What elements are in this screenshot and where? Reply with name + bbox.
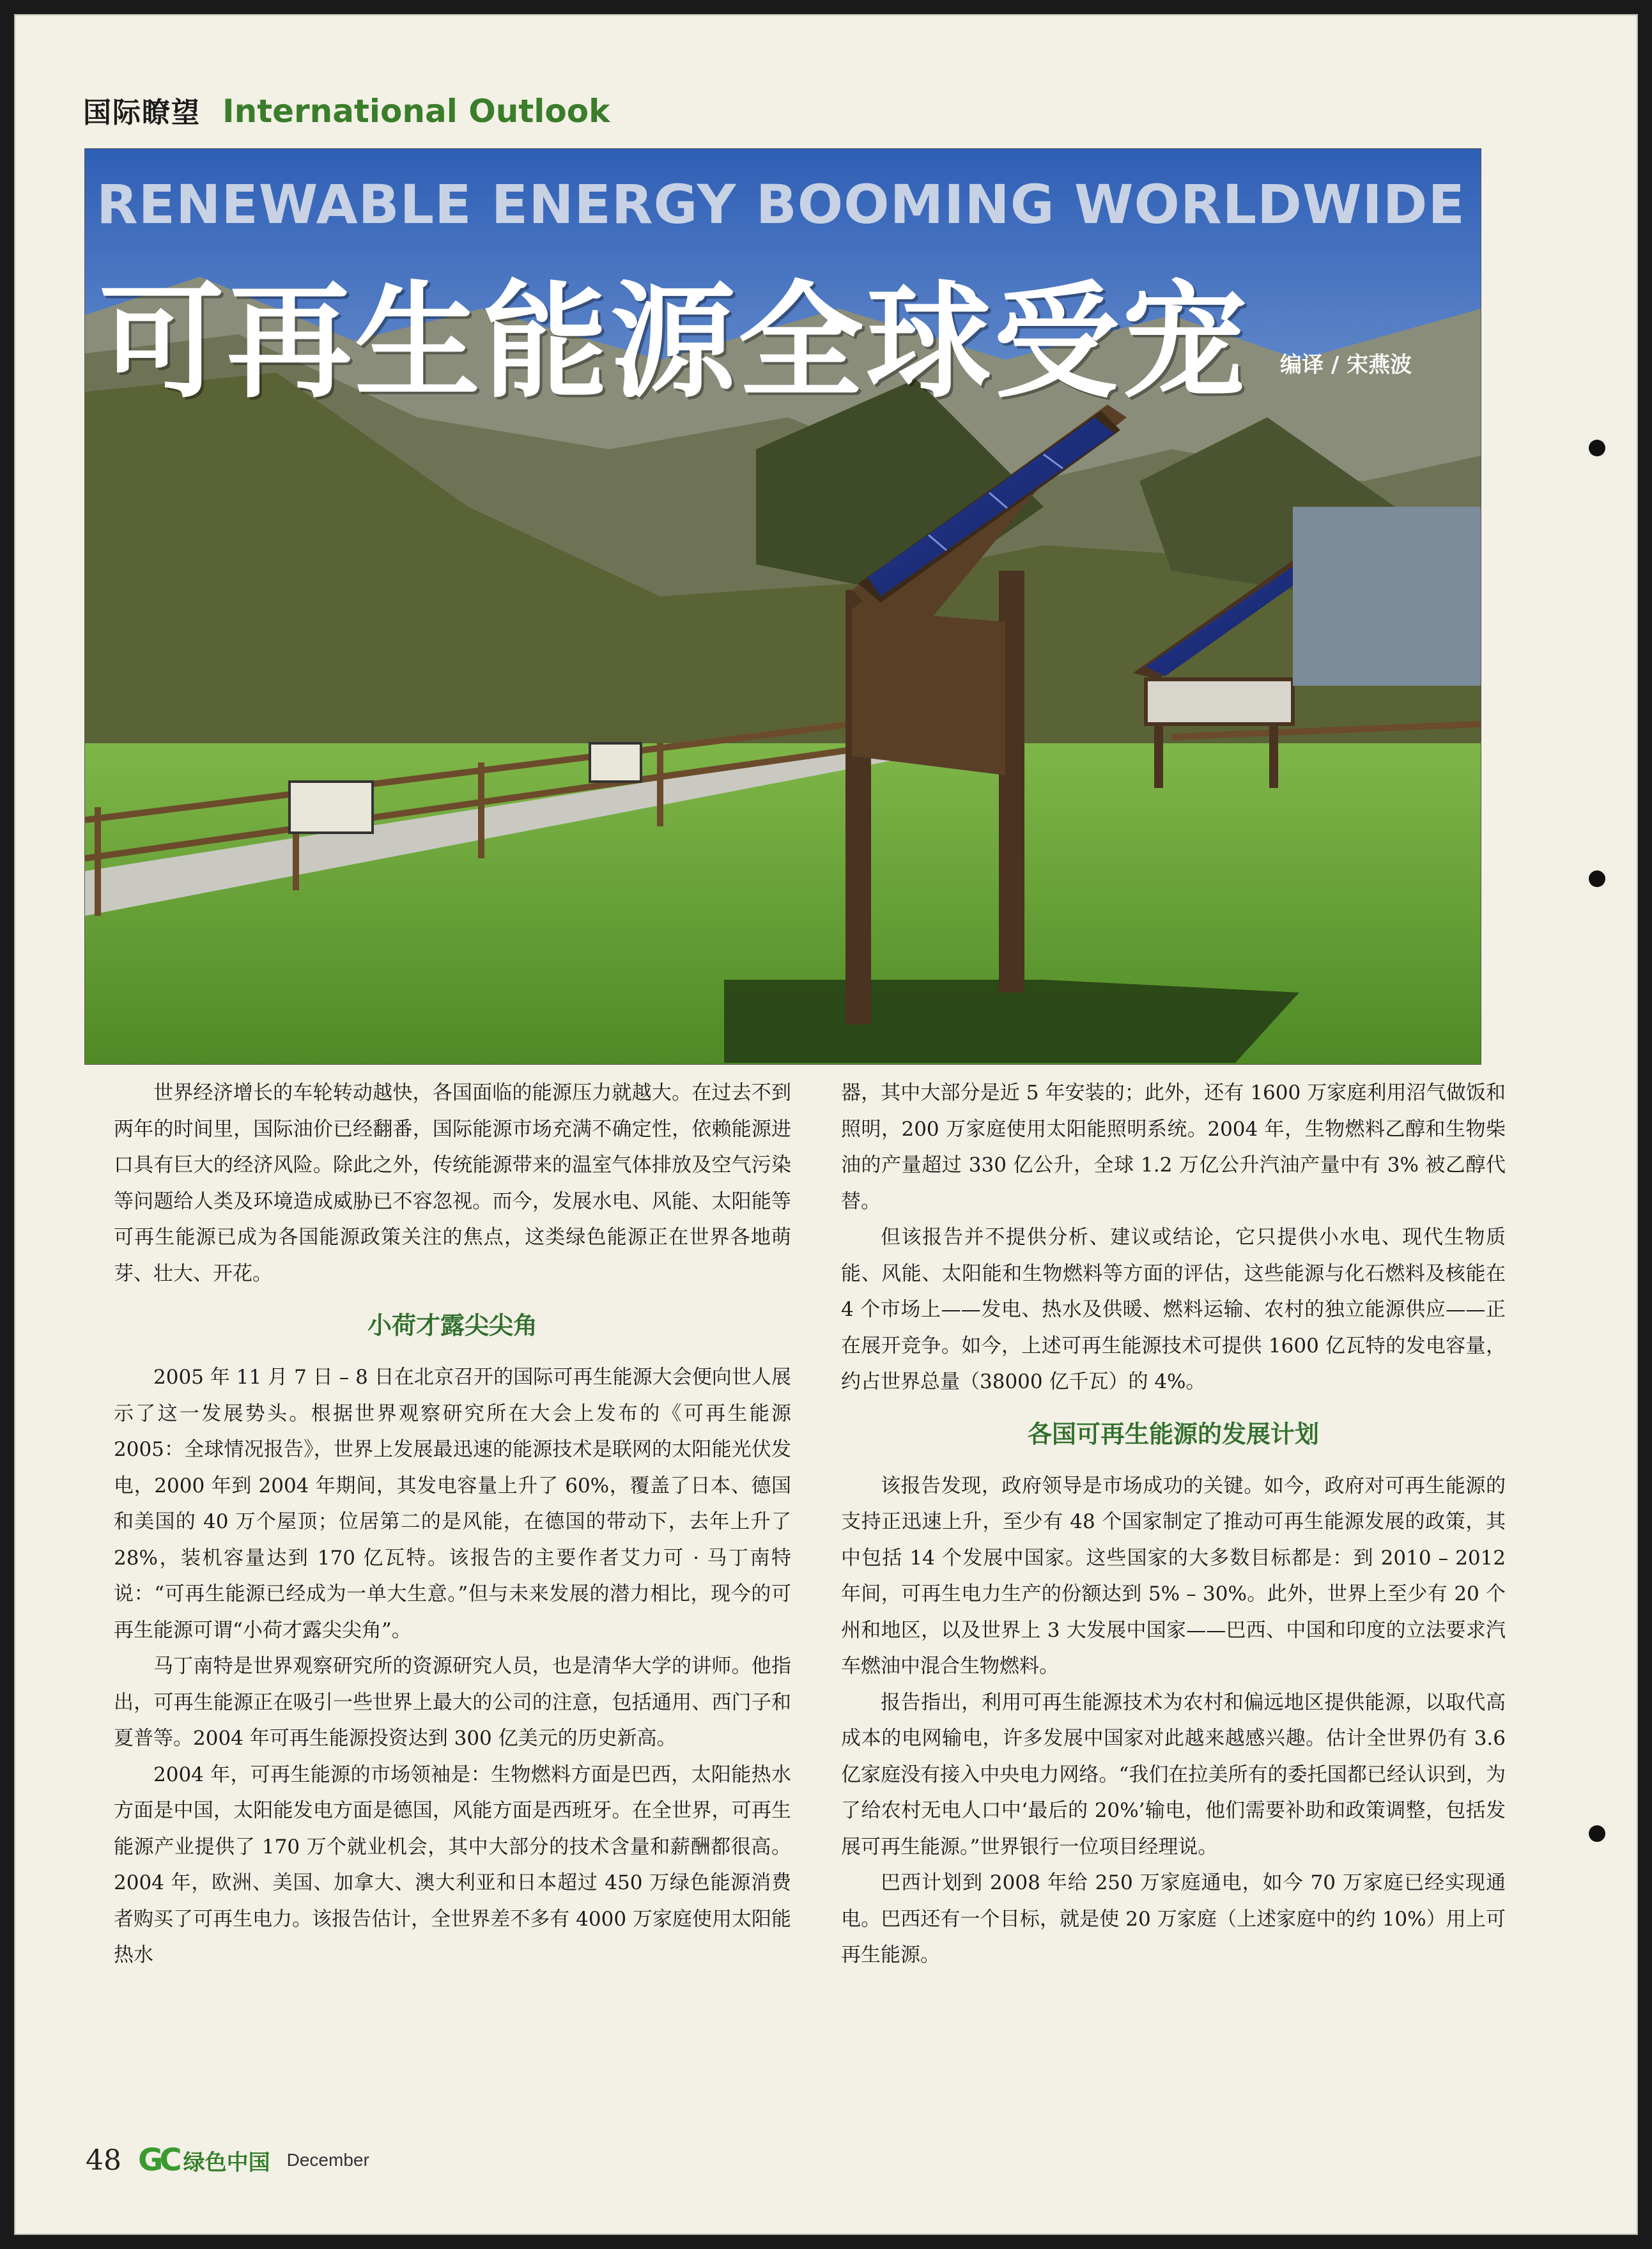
article-right-column xyxy=(841,1075,1506,1974)
binder-hole-icon xyxy=(1589,870,1605,887)
magazine-brand xyxy=(138,2142,270,2178)
paragraph: 马丁南特是世界观察研究所的资源研究人员，也是清华大学的讲师。他指出，可再生能源正在吸引一些世界上最大的公司的注意，包括通用、西门子和夏普等。2004 年可再生能源投资达到 300 亿美元的历史新高。 xyxy=(114,1655,791,1750)
subheading-1: 小荷才露尖尖角 xyxy=(367,1311,537,1340)
intro-paragraph: 世界经济增长的车轮转动越快，各国面临的能源压力就越大。在过去不到两年的时间里，国际油价已经翻番，国际能源市场充满不确定性，依赖能源进口具有巨大的经济风险。除此之外，传统能源带来的温室气体排放及空气污染等问题给人类及环境造成威胁已不容忽视。而今，发展水电、风能、太阳能等可再生能源已成为各国能源政策关注的焦点，这类绿色能源正在世界各地萌芽、壮大、开花。 xyxy=(114,1081,791,1285)
subheading-2: 各国可再生能源的发展计划 xyxy=(1027,1419,1319,1448)
paragraph: 报告指出，利用可再生能源技术为农村和偏远地区提供能源，以取代高成本的电网输电，许多发展中国家对此越来越感兴趣。估计全世界仍有 3.6 亿家庭没有接入中央电力网络。“我们在拉美所有的委托国都已经认识到，为了给农村无电人口中‘最后的 20%’输电，他们需要补助和政策调整，包括发展可再生能源。”世界银行一位项目经理说。 xyxy=(841,1690,1506,1859)
page-number: 48 xyxy=(86,2144,121,2177)
binder-hole-icon xyxy=(1589,440,1605,456)
paragraph: 该报告发现，政府领导是市场成功的关键。如今，政府对可再生能源的支持正迅速上升，至少有 48 个国家制定了推动可再生能源发展的政策，其中包括 14 个发展中国家。这些国家的大多数目标都是：到 2010 – 2012 年间，可再生电力生产的份额达到 5% – 30%。此外，世界上至少有 20 个州和地区，以及世界上 3 大发展中国家——巴西、中国和印度的立法要求汽车燃油中混合生物燃料。 xyxy=(841,1474,1506,1678)
headline-english: RENEWABLE ENERGY BOOMING WORLDWIDE xyxy=(96,173,1465,236)
gc-logo-icon: GC xyxy=(138,2142,178,2178)
paragraph: 器，其中大部分是近 5 年安装的；此外，还有 1600 万家庭利用沼气做饭和照明，200 万家庭使用太阳能照明系统。2004 年，生物燃料乙醇和生物柴油的产量超过 330 亿公升，全球 1.2 万亿公升汽油产量中有 3% 被乙醇代替。 xyxy=(841,1081,1506,1213)
paragraph: 2004 年，可再生能源的市场领袖是：生物燃料方面是巴西，太阳能热水方面是中国，太阳能发电方面是德国，风能方面是西班牙。在全世界，可再生能源产业提供了 170 万个就业机会，其中大部分的技术含量和薪酬都很高。2004 年，欧洲、美国、加拿大、澳大利亚和日本超过 450 万绿色能源消费者购买了可再生电力。该报告估计，全世界差不多有 4000 万家庭使用太阳能热水 xyxy=(114,1763,791,1967)
paragraph: 巴西计划到 2008 年给 250 万家庭通电，如今 70 万家庭已经实现通电。巴西还有一个目标，就是使 20 万家庭（上述家庭中的约 10%）用上可再生能源。 xyxy=(841,1871,1506,1967)
section-title-cn: 国际瞭望 xyxy=(83,97,201,129)
issue-month: December xyxy=(286,2150,369,2170)
article-left-column xyxy=(114,1075,791,1974)
section-title-en: International Outlook xyxy=(222,93,610,130)
headline-chinese: 可再生能源全球受宠 xyxy=(99,270,1250,415)
page-footer xyxy=(86,2142,369,2178)
section-header xyxy=(83,89,610,134)
magazine-name: 绿色中国 xyxy=(183,2149,270,2176)
hero-photo xyxy=(84,148,1481,1065)
paragraph: 但该报告并不提供分析、建议或结论，它只提供小水电、现代生物质能、风能、太阳能和生物燃料等方面的评估，这些能源与化石燃料及核能在 4 个市场上——发电、热水及供暖、燃料运输、农村的独立能源供应——正在展开竞争。如今，上述可再生能源技术可提供 1600 亿瓦特的发电容量，约占世界总量（38000 亿千瓦）的 4%。 xyxy=(841,1226,1506,1393)
paragraph: 2005 年 11 月 7 日 – 8 日在北京召开的国际可再生能源大会便向世人展示了这一发展势头。根据世界观察研究所在大会上发布的《可再生能源 2005：全球情况报告》，世界上发展最迅速的能源技术是联网的太阳能光伏发电，2000 年到 2004 年期间，其发电容量上升了 60%，覆盖了日本、德国和美国的 40 万个屋顶；位居第二的是风能，在德国的带动下，去年上升了 28%，装机容量达到 170 亿瓦特。该报告的主要作者艾力可 · 马丁南特说：“可再生能源已经成为一单大生意。”但与未来发展的潜力相比，现今的可再生能源可谓“小荷才露尖尖角”。 xyxy=(114,1366,791,1642)
binder-hole-icon xyxy=(1589,1825,1605,1842)
magazine-page xyxy=(14,14,1638,2235)
translator-credit: 编译 / 宋燕波 xyxy=(1280,352,1412,378)
